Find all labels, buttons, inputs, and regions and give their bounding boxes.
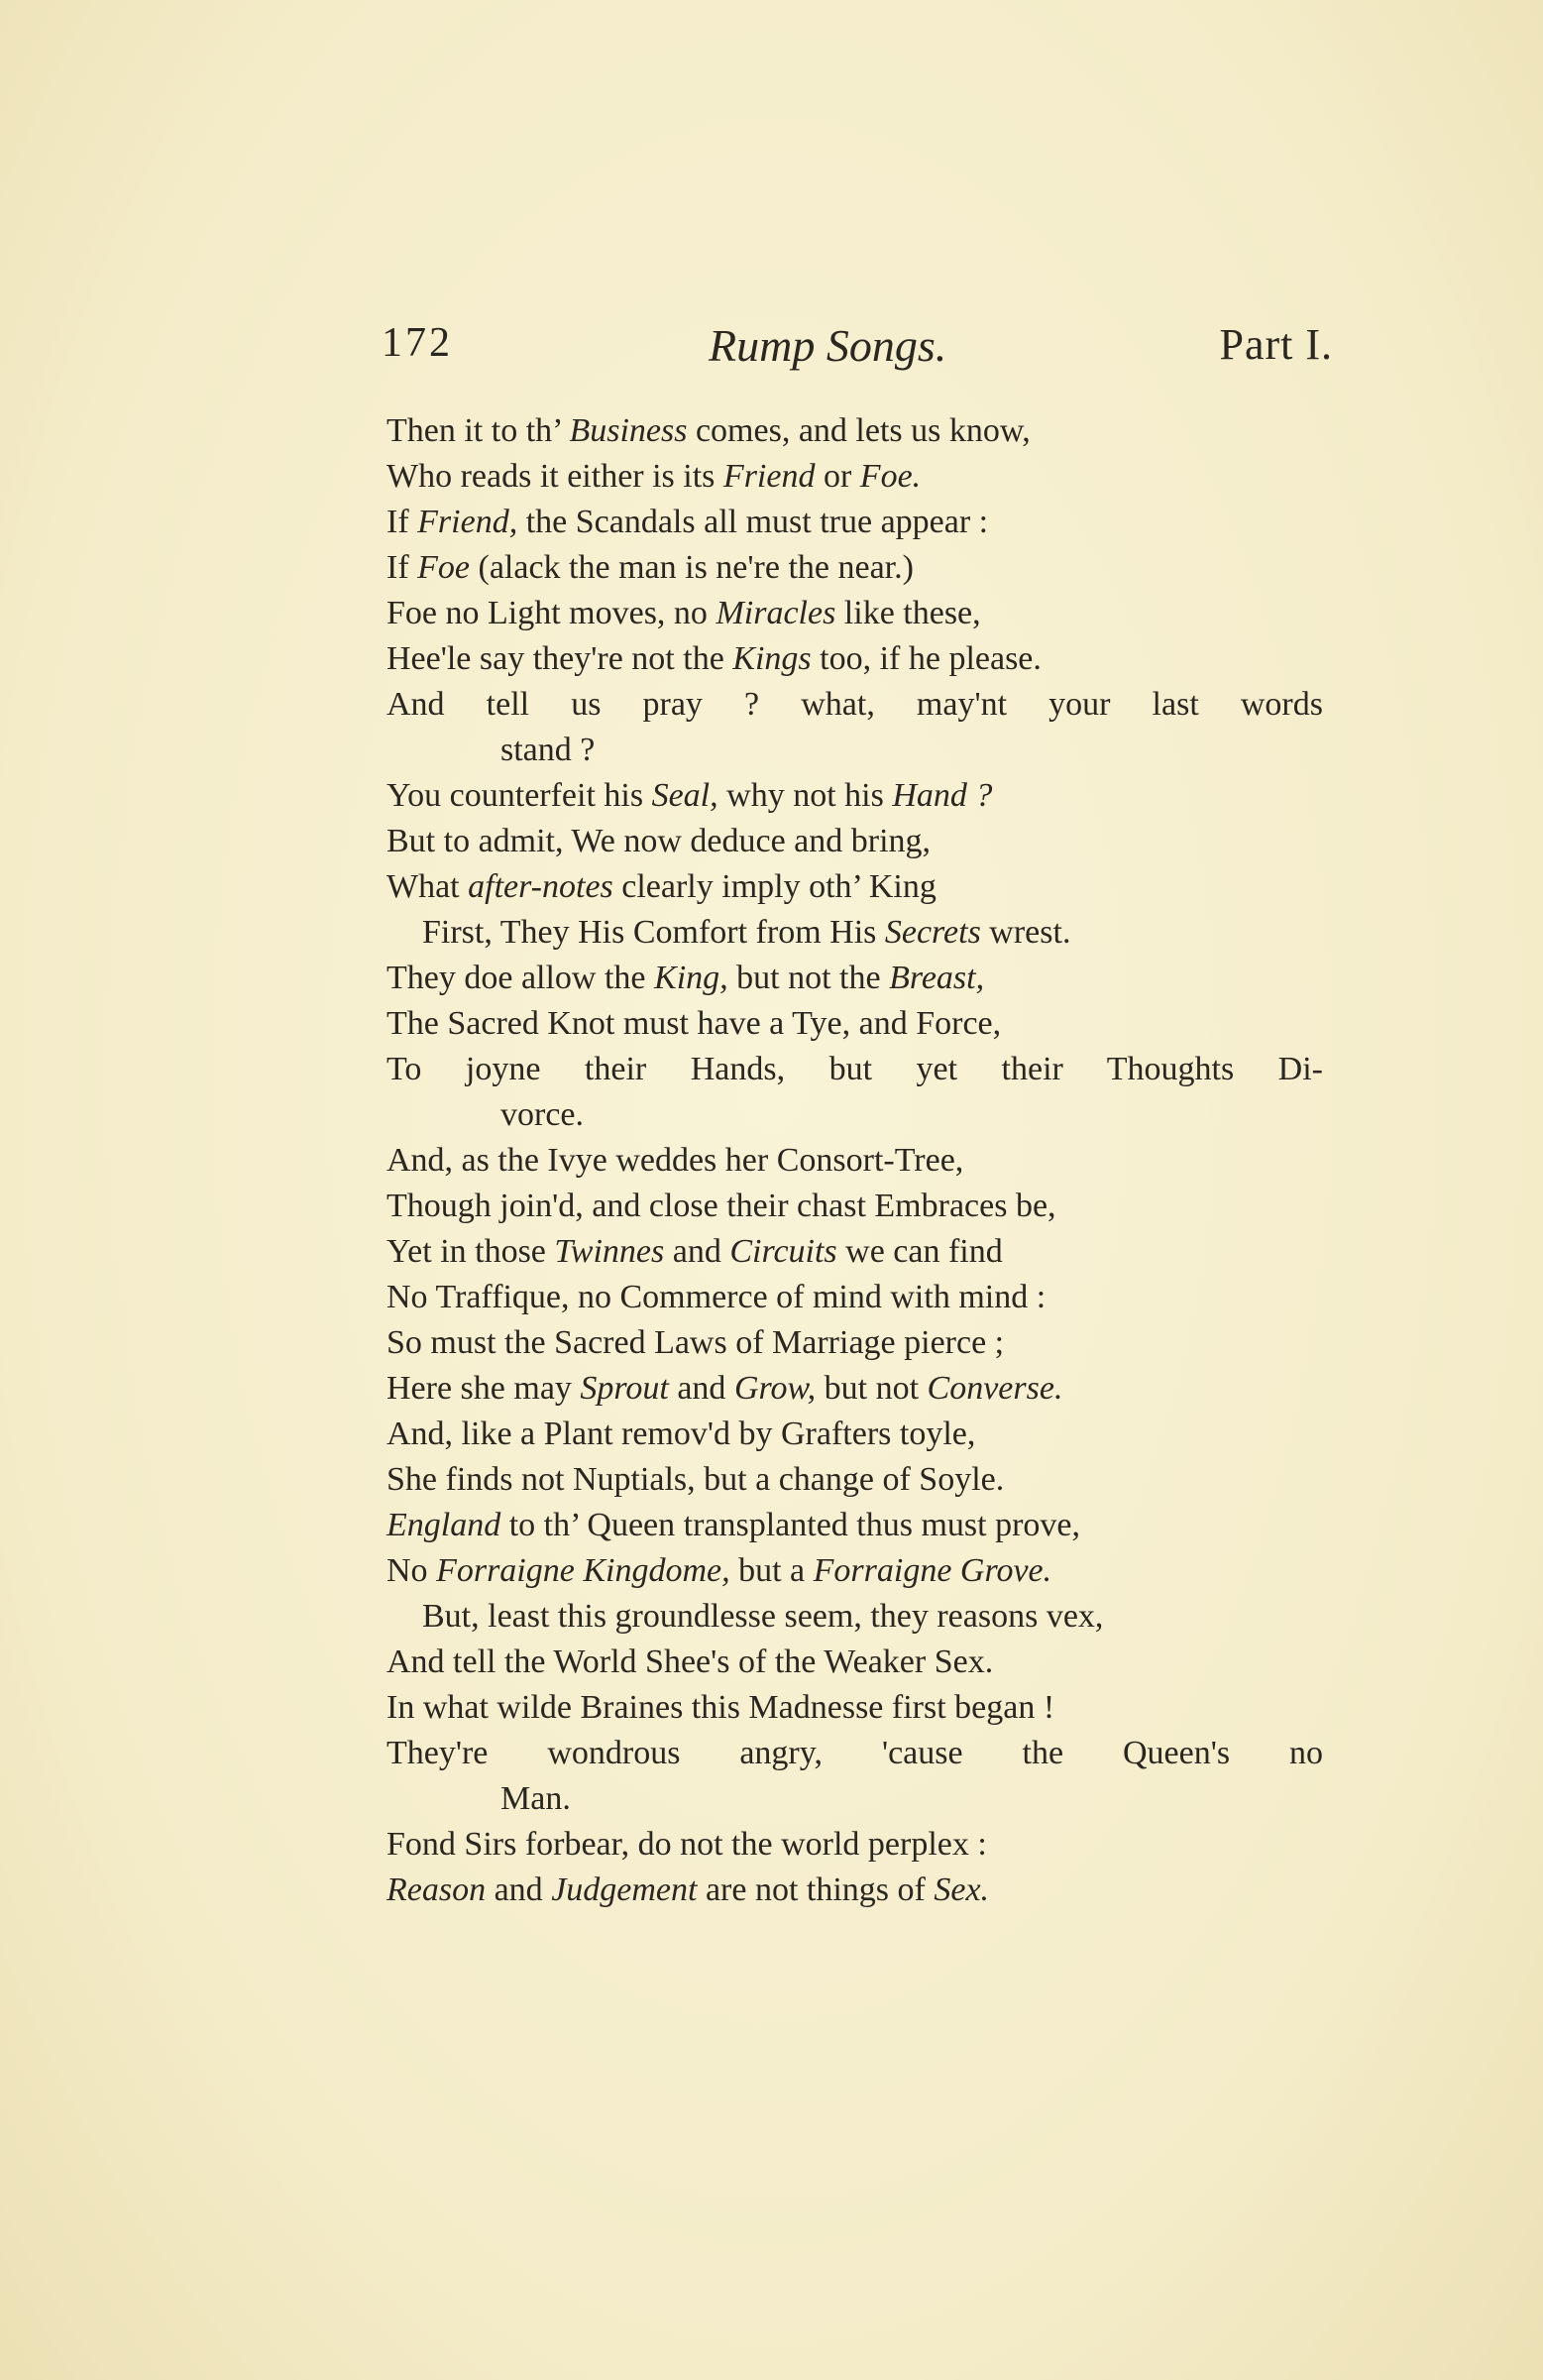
text-segment: comes, and lets us know, bbox=[687, 412, 1031, 449]
text-segment: and bbox=[486, 1871, 552, 1908]
poem-line bbox=[386, 773, 1323, 819]
poem-line bbox=[386, 910, 1323, 956]
text-segment: And, as the Ivye weddes her Consort-Tree, bbox=[386, 1142, 964, 1179]
poem-line bbox=[386, 1184, 1323, 1229]
page-header bbox=[382, 319, 1333, 389]
poem-line bbox=[386, 636, 1323, 682]
italic-text: Secrets bbox=[884, 914, 981, 951]
poem-line bbox=[386, 682, 1323, 728]
text-segment: And tell us pray ? what, may'nt your last words bbox=[386, 686, 1323, 723]
italic-text: Sprout bbox=[580, 1370, 669, 1407]
poem-line bbox=[386, 1412, 1323, 1457]
text-segment: They doe allow the bbox=[386, 960, 655, 996]
poem-line bbox=[386, 1457, 1323, 1503]
text-segment: or bbox=[815, 458, 860, 495]
text-segment: are not things of bbox=[697, 1871, 935, 1908]
text-segment: They're wondrous angry, 'cause the Queen's no bbox=[386, 1735, 1323, 1771]
poem-line bbox=[386, 454, 1323, 500]
text-segment: You counterfeit his bbox=[386, 777, 652, 814]
poem-line bbox=[386, 728, 1323, 773]
text-segment: In what wilde Braines this Madnesse first began ! bbox=[386, 1689, 1055, 1726]
text-segment: Yet in those bbox=[386, 1233, 555, 1270]
italic-text: Grow, bbox=[733, 1370, 817, 1407]
text-segment: wrest. bbox=[980, 914, 1071, 951]
poem-line bbox=[386, 408, 1323, 454]
text-segment: why not his bbox=[717, 777, 893, 814]
italic-text: Twinnes bbox=[554, 1233, 665, 1270]
poem-line bbox=[386, 1640, 1323, 1685]
italic-text: Seal, bbox=[651, 777, 718, 814]
poem-line bbox=[386, 1366, 1323, 1412]
italic-text: Sex. bbox=[934, 1871, 990, 1908]
text-segment: but not the bbox=[727, 960, 890, 996]
poem-line bbox=[386, 1320, 1323, 1366]
running-title: Rump Songs. bbox=[709, 320, 947, 371]
poem-line bbox=[386, 1092, 1323, 1138]
text-segment: Then it to th’ bbox=[386, 412, 570, 449]
poem-line bbox=[386, 864, 1323, 910]
text-segment: First, They His Comfort from His bbox=[422, 914, 885, 951]
poem-line bbox=[386, 1822, 1323, 1868]
poem-line bbox=[386, 1594, 1323, 1640]
italic-text: Circuits bbox=[729, 1233, 837, 1270]
text-segment: Who reads it either is its bbox=[386, 458, 723, 495]
text-segment: If bbox=[386, 549, 418, 586]
text-segment: vorce. bbox=[500, 1096, 585, 1133]
italic-text: Friend bbox=[722, 458, 816, 495]
text-segment: but not bbox=[816, 1370, 928, 1407]
italic-text: Breast, bbox=[889, 960, 985, 996]
italic-text: Hand ? bbox=[892, 777, 993, 814]
text-segment: But, least this groundlesse seem, they reasons vex, bbox=[422, 1598, 1104, 1635]
poem-line bbox=[386, 1275, 1323, 1320]
text-segment: If bbox=[386, 504, 418, 540]
italic-text: Forraigne Grove. bbox=[813, 1552, 1052, 1589]
text-segment: and bbox=[668, 1370, 734, 1407]
text-segment: and bbox=[664, 1233, 730, 1270]
text-segment: And tell the World Shee's of the Weaker Sex. bbox=[386, 1643, 994, 1680]
text-segment: we can find bbox=[836, 1233, 1003, 1270]
italic-text: Miracles bbox=[716, 595, 836, 631]
poem-line bbox=[386, 956, 1323, 1001]
text-segment: Foe no Light moves, no bbox=[386, 595, 716, 631]
italic-text: England bbox=[386, 1507, 501, 1543]
italic-text: Business bbox=[569, 412, 688, 449]
poem-line bbox=[386, 1776, 1323, 1822]
text-segment: to th’ Queen transplanted thus must prove, bbox=[500, 1507, 1081, 1543]
poem-line bbox=[386, 1685, 1323, 1731]
text-segment: And, like a Plant remov'd by Grafters toyle, bbox=[386, 1416, 976, 1452]
text-segment: The Sacred Knot must have a Tye, and Force, bbox=[386, 1005, 1002, 1042]
italic-text: after-notes bbox=[468, 868, 613, 905]
poem-line bbox=[386, 1731, 1323, 1776]
text-segment: To joyne their Hands, but yet their Thoughts Di- bbox=[386, 1051, 1323, 1087]
italic-text: Friend, bbox=[417, 504, 518, 540]
poem-line bbox=[386, 545, 1323, 591]
italic-text: Foe bbox=[417, 549, 471, 586]
italic-text: King, bbox=[654, 960, 728, 996]
text-segment: stand ? bbox=[500, 732, 596, 768]
poem-line bbox=[386, 1868, 1323, 1913]
poem-line bbox=[386, 1503, 1323, 1548]
part-label: Part I. bbox=[1219, 320, 1333, 369]
poem-line bbox=[386, 1001, 1323, 1047]
poem-line bbox=[386, 1548, 1323, 1594]
text-segment: Fond Sirs forbear, do not the world perplex : bbox=[386, 1826, 987, 1863]
text-segment: Here she may bbox=[386, 1370, 581, 1407]
poem-body bbox=[386, 408, 1323, 1913]
poem-line bbox=[386, 591, 1323, 636]
text-segment: (alack the man is ne're the near.) bbox=[470, 549, 914, 586]
italic-text: Reason bbox=[386, 1871, 487, 1908]
text-segment: the Scandals all must true appear : bbox=[517, 504, 989, 540]
text-segment: What bbox=[386, 868, 469, 905]
text-segment: So must the Sacred Laws of Marriage pierce ; bbox=[386, 1324, 1005, 1361]
italic-text: Foe. bbox=[859, 458, 922, 495]
poem-line bbox=[386, 1047, 1323, 1092]
text-segment: clearly imply oth’ King bbox=[612, 868, 937, 905]
italic-text: Converse. bbox=[927, 1370, 1063, 1407]
poem-line bbox=[386, 500, 1323, 545]
page-number: 172 bbox=[382, 320, 453, 366]
text-segment: like these, bbox=[835, 595, 981, 631]
italic-text: Kings bbox=[732, 640, 812, 677]
text-segment: but a bbox=[729, 1552, 814, 1589]
text-segment: No Traffique, no Commerce of mind with mind : bbox=[386, 1279, 1047, 1315]
poem-line bbox=[386, 819, 1323, 864]
text-segment: Hee'le say they're not the bbox=[386, 640, 733, 677]
text-segment: Though join'd, and close their chast Embraces be, bbox=[386, 1188, 1056, 1224]
poem-line bbox=[386, 1229, 1323, 1275]
text-segment: But to admit, We now deduce and bring, bbox=[386, 823, 932, 859]
text-segment: She finds not Nuptials, but a change of Soyle. bbox=[386, 1461, 1005, 1498]
poem-line bbox=[386, 1138, 1323, 1184]
text-segment: Man. bbox=[500, 1780, 571, 1817]
text-segment: No bbox=[386, 1552, 437, 1589]
italic-text: Forraigne Kingdome, bbox=[436, 1552, 730, 1589]
text-segment: too, if he please. bbox=[811, 640, 1042, 677]
italic-text: Judgement bbox=[551, 1871, 698, 1908]
